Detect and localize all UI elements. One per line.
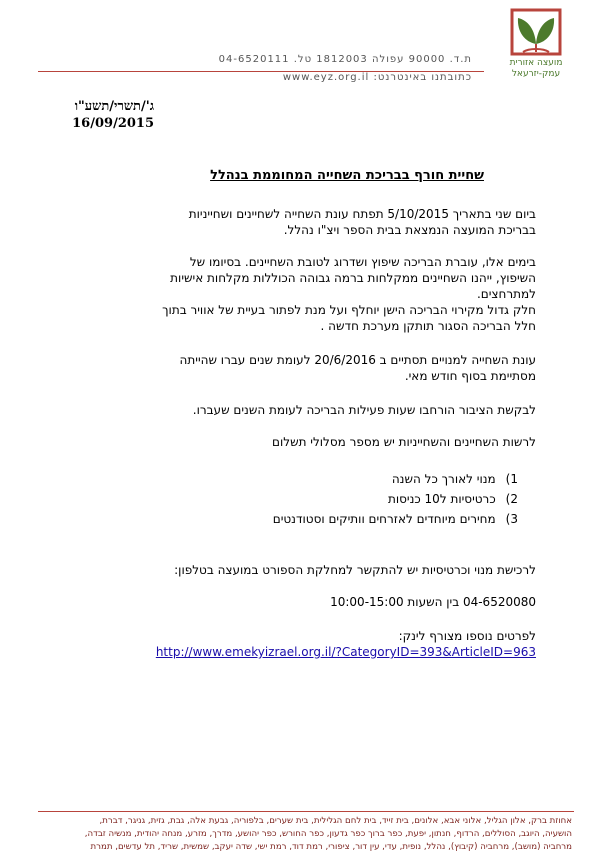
list-item-number: 2) — [505, 492, 518, 506]
paragraph-line: עונת השחייה למנויים תסתיים ב 20/6/2016 לעומת שנים עברו שהייתה — [179, 353, 536, 367]
list-item — [388, 492, 518, 506]
list-item — [392, 472, 518, 486]
list-item-text: מנוי לאורך כל השנה — [391, 472, 496, 486]
paragraph-line: למתרחצים. — [476, 287, 536, 301]
header-website: כתובתנו באינטרנט: www.eyz.org.il — [282, 72, 472, 83]
paragraph-line: לבקשת הציבור הורחבו שעות פעילות הבריכה לעומת השנים שעברו. — [192, 403, 536, 417]
more-info-label: לפרטים נוספו מצורף לינק: — [398, 629, 536, 643]
list-item-number: 3) — [505, 512, 518, 526]
article-link[interactable]: http://www.emekyizrael.org.il/?CategoryID=393&ArticleID=963 — [155, 645, 536, 659]
contact-intro: לרכישת מנוי וכרטיסיות יש להתקשר למחלקת הספורט במועצה בטלפון: — [174, 563, 536, 577]
list-item-text: מחירים מיוחדים לאזרחים וותיקים וסטודנטים — [272, 512, 496, 526]
footer-line: הושעיה, היוגב, הסוללים, הרדוף, חנתון, יפעת, כפר ברוך כפר גדעון, כפר החורש, כפר יהושע, מדרך, מזרע, מנחה יהודית, מנשיה זבדה, — [84, 829, 572, 839]
page-title: שחיית חורף בבריכת השחייה המחוממת בנהלל — [210, 168, 484, 183]
footer-line: מרחביה (מושב), מרחביה (קיבוץ), נהלל, נופית, עדי, עין דור, ציפורי, רמת דוד, רמת ישי, שדה יעקב, שמשית, שריד, תל עדשים, תמרת — [90, 842, 572, 852]
paragraph-line: ביום שני בתאריך 5/10/2015 תפתח עונת השחייה לשחיינים ושחייניות — [188, 207, 536, 221]
logo-emblem-icon — [509, 8, 563, 58]
list-item-number: 1) — [505, 472, 518, 486]
paragraph-line: מסתיימת בסוף חודש מאי. — [404, 369, 536, 383]
list-item — [273, 512, 518, 526]
hebrew-date: ג'/תשרי/תשע"ו — [74, 99, 154, 114]
paragraph-line: חלל הבריכה הסגור תותקן מערכת חדשה . — [320, 319, 536, 333]
list-item-text: כרטיסיות ל10 כניסות — [387, 492, 496, 506]
logo-subtitle: עמק-יזרעאל — [511, 69, 561, 79]
paragraph-line: השיפוץ, ייהנו השחיינים ממקלחות ברמה גבוהה הכוללות מקלחות אישיות — [170, 271, 536, 285]
paragraph-line: לרשות השחיינים והשחייניות יש מספר מסלולי תשלום — [272, 435, 536, 449]
header-address: ת.ד. 90000 עפולה 1812003 טל. 04-6520111 — [218, 54, 472, 65]
logo-name: מועצה אזורית — [509, 58, 563, 68]
paragraph-line: בבריכת המועצה הנמצאת בבית הספר ויצ"ו נהלל. — [283, 223, 536, 237]
gregorian-date: 16/09/2015 — [72, 116, 154, 131]
contact-phone-hours: 04-6520080 בין השעות 10:00-15:00 — [330, 595, 536, 609]
paragraph-line: בימים אלו, עוברת הבריכה שיפוץ ושדרוג לטובת השחיינים. בסיומו של — [189, 255, 536, 269]
logo — [487, 8, 585, 96]
footer-divider — [38, 811, 574, 812]
footer-line: אחוזת ברק, אלון הגליל, אלוני אבא, אלונים, בית זייד, בית לחם הגלילית, בית שערים, בלפוריה, גבעת אלה, גבת, גזית, גניגר, דברת, — [99, 816, 572, 826]
paragraph-line: חלק גדול מקירוי הבריכה הישן יוחלף ועל מנת לפתור בעיית של אוויר בתוך — [162, 303, 536, 317]
